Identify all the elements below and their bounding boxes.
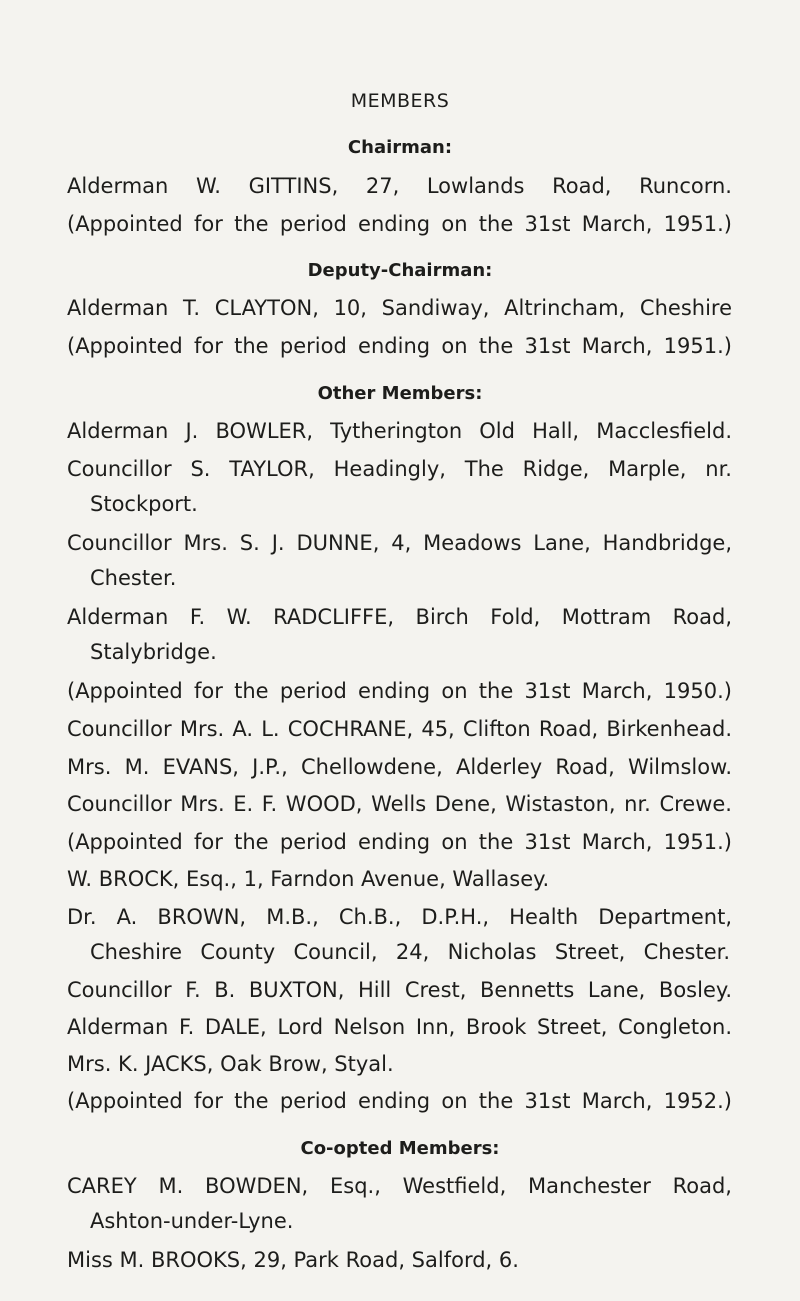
member-line: Alderman J. BOWLER, Tytherington Old Hall, Macclesfield. [67,419,732,443]
member-line: Alderman T. CLAYTON, 10, Sandiway, Altrincham, Cheshire [67,296,732,320]
appointment-note: (Appointed for the period ending on the 31st March, 1951.) [67,334,732,358]
heading-coopted-members: Co-opted Members: [300,1138,500,1159]
heading-chairman: Chairman: [347,137,453,158]
member-line: Alderman W. GITTINS, 27, Lowlands Road, Runcorn. [67,174,732,198]
member-line-continued: Stockport. [90,492,198,516]
member-line-continued: Chester. [90,566,177,590]
member-line-continued: Stalybridge. [90,640,217,664]
page-title: MEMBERS [350,90,450,112]
member-line: Mrs. M. EVANS, J.P., Chellowdene, Alderley Road, Wilmslow. [67,755,732,779]
member-line: Councillor Mrs. E. F. WOOD, Wells Dene, Wistaston, nr. Crewe. [67,792,732,816]
member-line-continued: Cheshire County Council, 24, Nicholas Street, Chester. [90,940,730,964]
appointment-note: (Appointed for the period ending on the 31st March, 1951.) [67,212,732,236]
appointment-note: (Appointed for the period ending on the 31st March, 1950.) [67,679,732,703]
member-line: CAREY M. BOWDEN, Esq., Westfield, Manchester Road, [67,1174,732,1198]
appointment-note: (Appointed for the period ending on the 31st March, 1951.) [67,830,732,854]
member-line: Councillor S. TAYLOR, Headingly, The Ridge, Marple, nr. [67,457,732,481]
member-line: Councillor Mrs. A. L. COCHRANE, 45, Clifton Road, Birkenhead. [67,717,732,741]
member-line: Alderman F. W. RADCLIFFE, Birch Fold, Mottram Road, [67,605,732,629]
member-line: Councillor F. B. BUXTON, Hill Crest, Bennetts Lane, Bosley. [67,978,732,1002]
heading-deputy-chairman: Deputy-Chairman: [307,260,493,281]
heading-other-members: Other Members: [317,383,483,404]
appointment-note: (Appointed for the period ending on the 31st March, 1952.) [67,1089,732,1113]
member-line: Alderman F. DALE, Lord Nelson Inn, Brook Street, Congleton. [67,1015,732,1039]
member-line: Dr. A. BROWN, M.B., Ch.B., D.P.H., Health Department, [67,905,732,929]
member-line: Mrs. K. JACKS, Oak Brow, Styal. [67,1052,394,1076]
member-line: Councillor Mrs. S. J. DUNNE, 4, Meadows Lane, Handbridge, [67,531,732,555]
member-line: W. BROCK, Esq., 1, Farndon Avenue, Wallasey. [67,867,550,891]
member-line: Miss M. BROOKS, 29, Park Road, Salford, 6. [67,1248,519,1272]
member-line-continued: Ashton-under-Lyne. [90,1209,294,1233]
